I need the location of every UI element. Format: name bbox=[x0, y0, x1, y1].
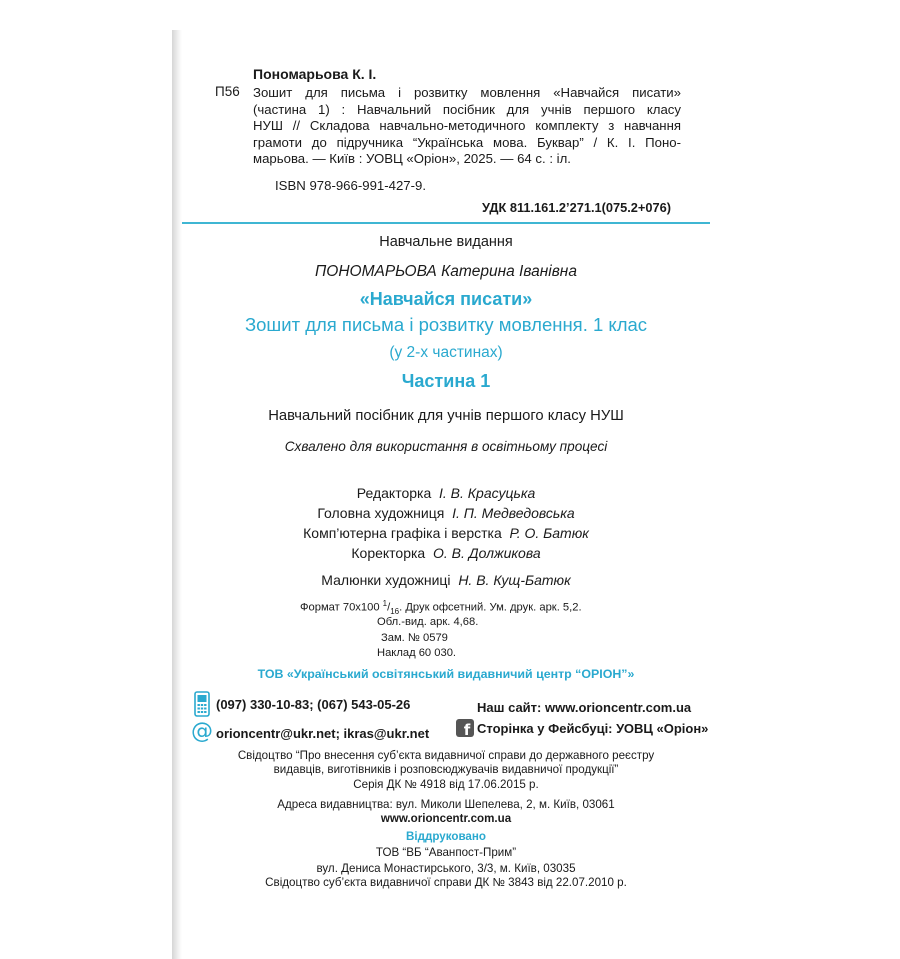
certificate-line: Серія ДК № 4918 від 17.06.2015 р. bbox=[353, 777, 539, 791]
printer-heading: Віддруковано bbox=[406, 830, 486, 843]
phone-icon bbox=[194, 691, 210, 717]
staff-credit bbox=[182, 572, 710, 588]
staff-credit bbox=[182, 505, 710, 521]
staff-name: Р. О. Батюк bbox=[509, 525, 589, 541]
staff-credit bbox=[182, 545, 710, 561]
printer-block bbox=[182, 830, 710, 891]
format-line: Формат 70х100 $^1/_{16}$. Друк офсетний. Ум. друк. арк. 5,2. bbox=[300, 599, 582, 616]
purpose-text: Навчальний посібник для учнів першого класу НУШ bbox=[268, 408, 624, 424]
order-line: Зам. № 0579 bbox=[381, 632, 448, 644]
biblio-desc-line: НУШ // Складова навчально-методичного комплекту з навчання bbox=[253, 118, 681, 134]
staff-credit bbox=[182, 525, 710, 541]
biblio-desc-line: (частина 1) : Навчальний посібник для учнів першого класу bbox=[253, 101, 681, 117]
printer-address: вул. Дениса Монастирського, 3/3, м. Київ, 03035 bbox=[316, 861, 576, 875]
udk: УДК 811.161.2’271.1(075.2+076) bbox=[482, 200, 671, 215]
staff-role: Редакторка bbox=[356, 485, 432, 501]
email-at-icon bbox=[190, 719, 214, 743]
address-block bbox=[182, 798, 710, 827]
format-den: 16 bbox=[390, 606, 400, 616]
certificate-block bbox=[182, 749, 710, 792]
format-text: Формат 70х100 bbox=[300, 601, 380, 614]
staff-role: Малюнки художниці bbox=[321, 572, 451, 588]
approval-text: Схвалено для використання в освітньому процесі bbox=[284, 439, 608, 454]
run-line: Наклад 60 030. bbox=[377, 647, 457, 659]
certificate-line: Свідоцтво “Про внесення суб’єкта видавничої справи до державного реєстру bbox=[237, 749, 655, 762]
format-rest: . Друк офсетний. Ум. друк. арк. 5,2. bbox=[399, 601, 582, 614]
printer-name: ТОВ “ВБ “Аванпост-Прим” bbox=[375, 846, 517, 860]
biblio-desc-line: грамоти до підручника “Українська мова. Буквар” / К. І. Поно- bbox=[253, 134, 681, 150]
facebook-line: Сторінка у Фейсбуці: УОВЦ «Оріон» bbox=[477, 721, 709, 736]
staff-name: О. В. Должикова bbox=[433, 545, 541, 561]
biblio-description bbox=[253, 85, 681, 168]
staff-name: І. П. Медведовська bbox=[452, 505, 575, 521]
staff-role: Головна художниця bbox=[317, 505, 445, 521]
staff-credit bbox=[182, 485, 710, 501]
printer-certificate: Свідоцтво суб’єкта видавничої справи ДК № 3843 від 22.07.2010 р. bbox=[265, 876, 627, 890]
obl-line: Обл.-вид. арк. 4,68. bbox=[377, 616, 479, 628]
biblio-desc-line: марьова. — Київ : УОВЦ «Оріон», 2025. — 64 с. : іл. bbox=[253, 151, 571, 167]
facebook-icon bbox=[456, 719, 474, 737]
biblio-desc-line: Зошит для письма і розвитку мовлення «Навчайся писати» bbox=[253, 85, 681, 100]
parts-note: (у 2-х частинах) bbox=[389, 344, 503, 361]
certificate-line: видавців, виготівників і розповсюджувачів видавничої продукції” bbox=[273, 763, 619, 777]
website-line: Наш сайт: www.orioncentr.com.ua bbox=[477, 700, 692, 715]
staff-role: Коректорка bbox=[351, 545, 426, 561]
biblio-author: Пономарьова К. І. bbox=[253, 66, 377, 82]
part-label: Частина 1 bbox=[401, 371, 491, 391]
author-full-name: ПОНОМАРЬОВА Катерина Іванівна bbox=[315, 263, 577, 280]
staff-name: Н. В. Кущ-Батюк bbox=[458, 572, 571, 588]
address-line: Адреса видавництва: вул. Миколи Шепелева, 2, м. Київ, 03061 bbox=[277, 798, 615, 811]
phone-numbers: (097) 330-10-83; (067) 543-05-26 bbox=[216, 697, 411, 712]
isbn: ISBN 978-966-991-427-9. bbox=[275, 178, 427, 193]
edition-type: Навчальне видання bbox=[379, 234, 513, 250]
staff-name: І. В. Красуцька bbox=[439, 485, 536, 501]
biblio-code: П56 bbox=[215, 84, 240, 99]
divider-line bbox=[182, 222, 710, 224]
publisher-name: ТОВ «Український освітянський видавничий центр “ОРІОН”» bbox=[257, 667, 635, 681]
email-addresses: orioncentr@ukr.net; ikras@ukr.net bbox=[216, 726, 430, 741]
book-subtitle: Зошит для письма і розвитку мовлення. 1 клас bbox=[244, 314, 648, 335]
svg-text:@: @ bbox=[191, 719, 213, 743]
book-title: «Навчайся писати» bbox=[359, 289, 533, 309]
scan-edge-shadow bbox=[172, 30, 182, 959]
address-site: www.orioncentr.com.ua bbox=[380, 812, 512, 826]
staff-role: Комп’ютерна графіка і верстка bbox=[303, 525, 502, 541]
svg-text:f: f bbox=[463, 721, 471, 737]
format-num: 1 bbox=[382, 599, 388, 608]
